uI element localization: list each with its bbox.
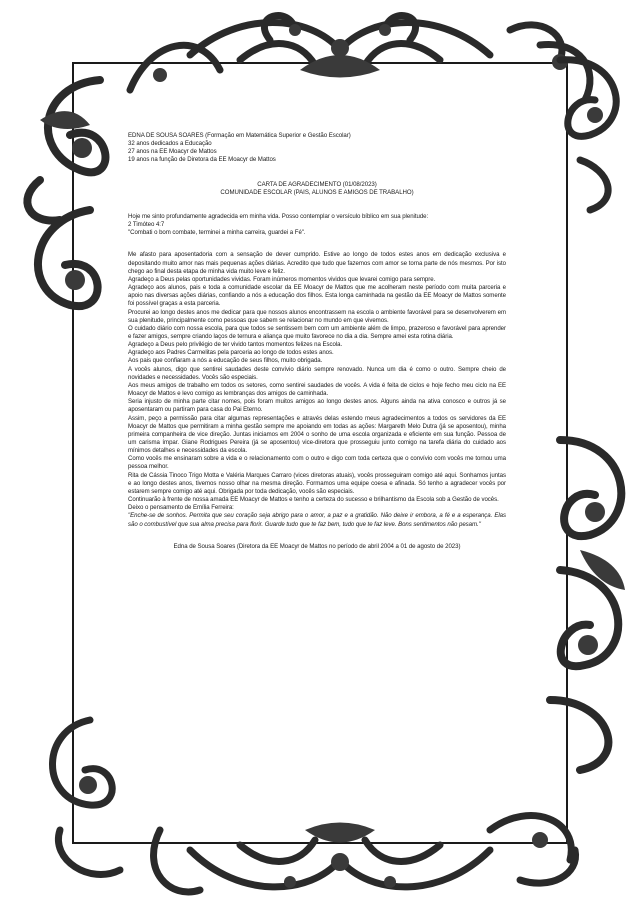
body-paragraph: Me afasto para aposentadoria com a sensação de dever cumprido. Estive ao longo de todos estes anos em dedicação exclusiva e depositando muito amor nas mais pequenas ações diárias. Acredito que tudo que fazemos com amor se torna parte de nós mesmos. Por isto chego ao final desta etapa de minha vida muito leve e feliz.	[128, 251, 506, 275]
bottom-flourish-ornament	[60, 770, 620, 909]
top-left-corner-ornament	[0, 60, 140, 320]
signature: Edna de Sousa Soares (Diretora da EE Moacyr de Mattos no período de abril 2004 a 01 de agosto de 2023)	[173, 542, 461, 550]
right-upper-scroll-ornament	[540, 40, 641, 220]
body-paragraph: Assim, peço a permissão para citar algumas representações e através delas estendo meus agradecimentos a todos os servidores da EE Moacyr de Mattos que permitiram a minha gestão sempre me apoiando em todas as ações: Margareth Melo Dutra (já se aposentou), minha primeira companheira de vice direção. Juntas iniciamos em 2004 o sonho de uma escola organizada e eficiente em sua função. Pessoa de um carisma ímpar. Giane Rodrigues Pereira (já se aposentou) vice-diretora que prosseguiu junto comigo na tarefa diária do cuidado aos mínimos detalhes e necessidades da escola.	[128, 414, 506, 455]
right-lower-scroll-ornament	[520, 420, 641, 780]
closing-quote: "Enche-se de sonhos. Permita que seu coração seja abrigo para o amor, a paz e a gratidão. Não deixe ir embora, a fé e a esperança. Elas são o combustível que sua alma precisa para florir. Guarde tudo que te faz bem, tudo que te faz leve. Bons sentimentos não pesam."	[128, 512, 506, 528]
body-paragraph: Procurei ao longo destes anos me dedicar para que nossos alunos encontrassem na escola o ambiente favorável para se desenvolverem em sua plenitude, principalmente como pessoas que sabem se relacionar no mundo em que vivemos.	[128, 308, 506, 324]
body-paragraph: Agradeço a Deus pelas oportunidades vividas. Foram inúmeros momentos vividos que levarei comigo para sempre.	[128, 275, 436, 283]
body-paragraph: Agradeço aos Padres Carmelitas pela parceria ao longo de todos estes anos.	[128, 349, 334, 357]
body-paragraph: Aos pais que confiaram a nós a educação de seus filhos, muito obrigada.	[128, 357, 323, 365]
body-paragraph: O cuidado diário com nossa escola, para que todos se sentissem bem com um ambiente além de limpo, prazeroso e favorável para aprender e fazer amigos, sempre criando laços de ternura e aliança que muito favorece no dia a dia. Sempre amei esta rotina diária.	[128, 324, 506, 340]
letter-title: CARTA DE AGRADECIMENTO (01/08/2023)	[257, 180, 377, 188]
letter-content	[128, 132, 506, 551]
author-years-education: 32 anos dedicados a Educação	[128, 140, 212, 148]
bible-reference: 2 Timóteo 4:7	[128, 221, 165, 229]
body-paragraph: Agradeço a Deus pelo privilégio de ter vivido tantos momentos felizes na Escola.	[128, 341, 343, 349]
body-paragraph: Aos meus amigos de trabalho em todos os setores, como sentirei saudades de vocês. A vida é feita de ciclos e hoje fecho meu ciclo na EE Moacyr de Mattos e levo comigo as lembranças dos amigos de caminhada.	[128, 381, 506, 398]
author-name-line: EDNA DE SOUSA SOARES (Formação em Matemática Superior e Gestão Escolar)	[128, 132, 351, 139]
author-years-school: 27 anos na EE Moacyr de Mattos	[128, 148, 217, 156]
body-paragraph: Deixo o pensamento de Emília Ferreira:	[128, 504, 234, 512]
author-years-director: 19 anos na função de Diretora da EE Moacyr de Mattos	[128, 156, 276, 164]
body-paragraph: Rita de Cássia Tinoco Trigo Motta e Valéria Marques Carraro (vices diretoras atuais), vocês prosseguiram comigo até aqui. Sonhamos juntas e ao longo destes anos, tivemos nosso olhar na mesma direção. Formamos uma equipe coesa e afinada. Só tenho a agradecer vocês por estarem sempre comigo até aqui. Obrigada por toda dedicação, vocês são especiais.	[128, 471, 506, 495]
body-paragraph: Continuarão à frente de nossa amada EE Moacyr de Mattos e tenho a certeza do sucesso e brilhantismo da Escola sob a Gestão de vocês.	[128, 496, 499, 504]
intro-paragraph: Hoje me sinto profundamente agradecida em minha vida. Posso contemplar o versículo bíblico em sua plenitude:	[128, 212, 429, 220]
body-paragraph: Seria injusto de minha parte citar nomes, pois foram muitos amigos ao longo destes anos. Alguns ainda na ativa conosco e outros já se aposentaram ou partiram para casa do Pai Eterno.	[128, 398, 506, 414]
body-paragraph: Como vocês me ensinaram sobre a vida e o relacionamento com o outro e digo com toda certeza que o convívio com vocês me tornou uma pessoa melhor.	[128, 455, 506, 471]
body-paragraph: A vocês alunos, digo que sentirei saudades deste convívio diário sempre renovado. Nunca um dia é como o outro. Sempre cheio de novidades e necessidades. Vocês são especiais.	[128, 365, 506, 381]
bible-verse: "Combati o bom combate, terminei a minha carreira, guardei a Fé".	[128, 229, 306, 237]
letter-subtitle: COMUNIDADE ESCOLAR (PAIS, ALUNOS E AMIGOS DE TRABALHO)	[220, 188, 414, 196]
body-paragraph: Agradeço aos alunos, pais e toda a comunidade escolar da EE Moacyr de Mattos que me acolheram neste período com muita parceria e apoio nas diversas ações diárias, confiando a nós a educação dos filhos. Esta longa caminhada na gestão da EE Moacyr de Mattos somente foi possível graças a esta parceria.	[128, 284, 506, 308]
